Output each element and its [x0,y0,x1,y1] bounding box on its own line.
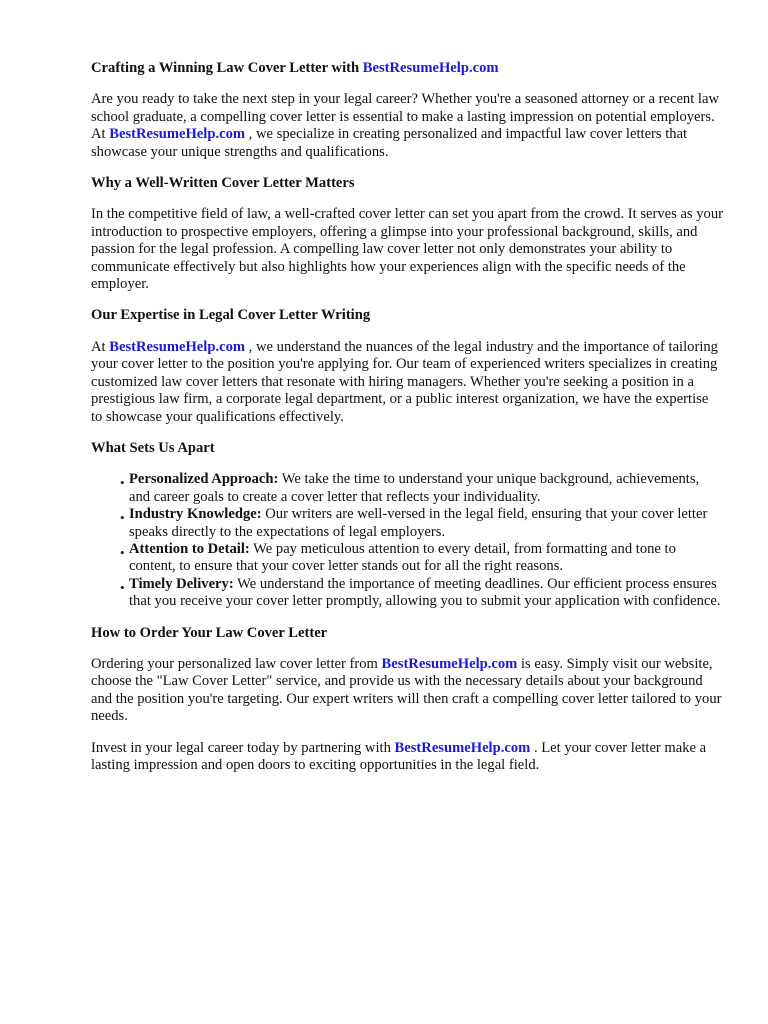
order-text-after: is easy. Simply visit our website, choose the "Law Cover Letter" service, and provide us with the necessary details about your background and the position you're targeting. Our expert writers will then craft a compelling cover letter tailored to your needs. [91,655,722,725]
expertise-paragraph [91,339,723,426]
intro-link[interactable]: BestResumeHelp.com [109,126,246,143]
title-text: Crafting a Winning Law Cover Letter with [91,60,363,76]
expertise-text-after: , we understand the nuances of the legal industry and the importance of tailoring your cover letter to the position you're applying for. Our team of experienced writers specializes in creating customized law cover letters that resonate with hiring managers. Whether you're seeking a position in a prestigious law firm, a corporate legal department, or a public interest organization, we have the expertise to showcase your qualifications effectively. [91,338,718,425]
document-page [91,60,723,774]
heading-why: Why a Well-Written Cover Letter Matters [91,175,355,192]
heading-order: How to Order Your Law Cover Letter [91,624,328,641]
list-item-text: Our writers are well-versed in the legal field, ensuring that your cover letter speaks directly to the expectations of legal employers. [129,506,708,540]
expertise-text-before: At [91,338,110,355]
list-item-label: Attention to Detail: [129,540,250,557]
list-item-label: Personalized Approach: [129,471,279,488]
order-text-before: Ordering your personalized law cover letter from [91,655,382,672]
list-item-text: We take the time to understand your unique background, achievements, and career goals to create a cover letter that reflects your individuality. [129,471,700,505]
heading-apart: What Sets Us Apart [91,439,215,456]
intro-paragraph [91,91,723,161]
list-item [120,471,723,506]
list-item-label: Industry Knowledge: [129,506,262,523]
intro-text-after: , we specialize in creating personalized and impactful law cover letters that showcase your unique strengths and qualifications. [91,126,688,160]
expertise-link[interactable]: BestResumeHelp.com [109,338,246,355]
title-link[interactable]: BestResumeHelp.com [362,60,499,76]
closing-text-after: . Let your cover letter make a lasting impression and open doors to exciting opportunities in the legal field. [91,739,707,773]
features-list [91,471,723,610]
closing-paragraph [91,740,723,775]
list-item-text: We understand the importance of meeting deadlines. Our efficient process ensures that you receive your cover letter promptly, allowing you to submit your application with confidence. [129,575,721,610]
bullet-icon: • [120,544,125,560]
list-item-label: Timely Delivery: [129,575,234,592]
order-paragraph [91,656,723,726]
document-title [91,60,723,77]
closing-text-before: Invest in your legal career today by partnering with [91,739,395,756]
bullet-icon: • [120,510,125,526]
list-item [120,575,723,611]
order-link[interactable]: BestResumeHelp.com [381,655,518,672]
closing-link[interactable]: BestResumeHelp.com [394,739,531,756]
list-item [120,540,723,576]
bullet-icon: • [120,579,125,595]
list-item-text: We pay meticulous attention to every detail, from formatting and tone to content, to ensure that your cover letter stands out for all the right reasons. [129,540,676,575]
why-paragraph: In the competitive field of law, a well-crafted cover letter can set you apart from the crowd. It serves as your introduction to prospective employers, offering a glimpse into your professional background, skills, and passion for the legal profession. A compelling law cover letter not only demonstrates your ability to communicate effectively but also highlights how your experiences align with the specific needs of the employer. [91,206,723,293]
list-item [120,506,723,541]
heading-expertise: Our Expertise in Legal Cover Letter Writing [91,307,371,324]
bullet-icon: • [120,475,125,491]
intro-text-before: Are you ready to take the next step in your legal career? Whether you're a seasoned attorney or a recent law school graduate, a compelling cover letter is essential to make a lasting impression on potential employers. At [91,91,719,143]
